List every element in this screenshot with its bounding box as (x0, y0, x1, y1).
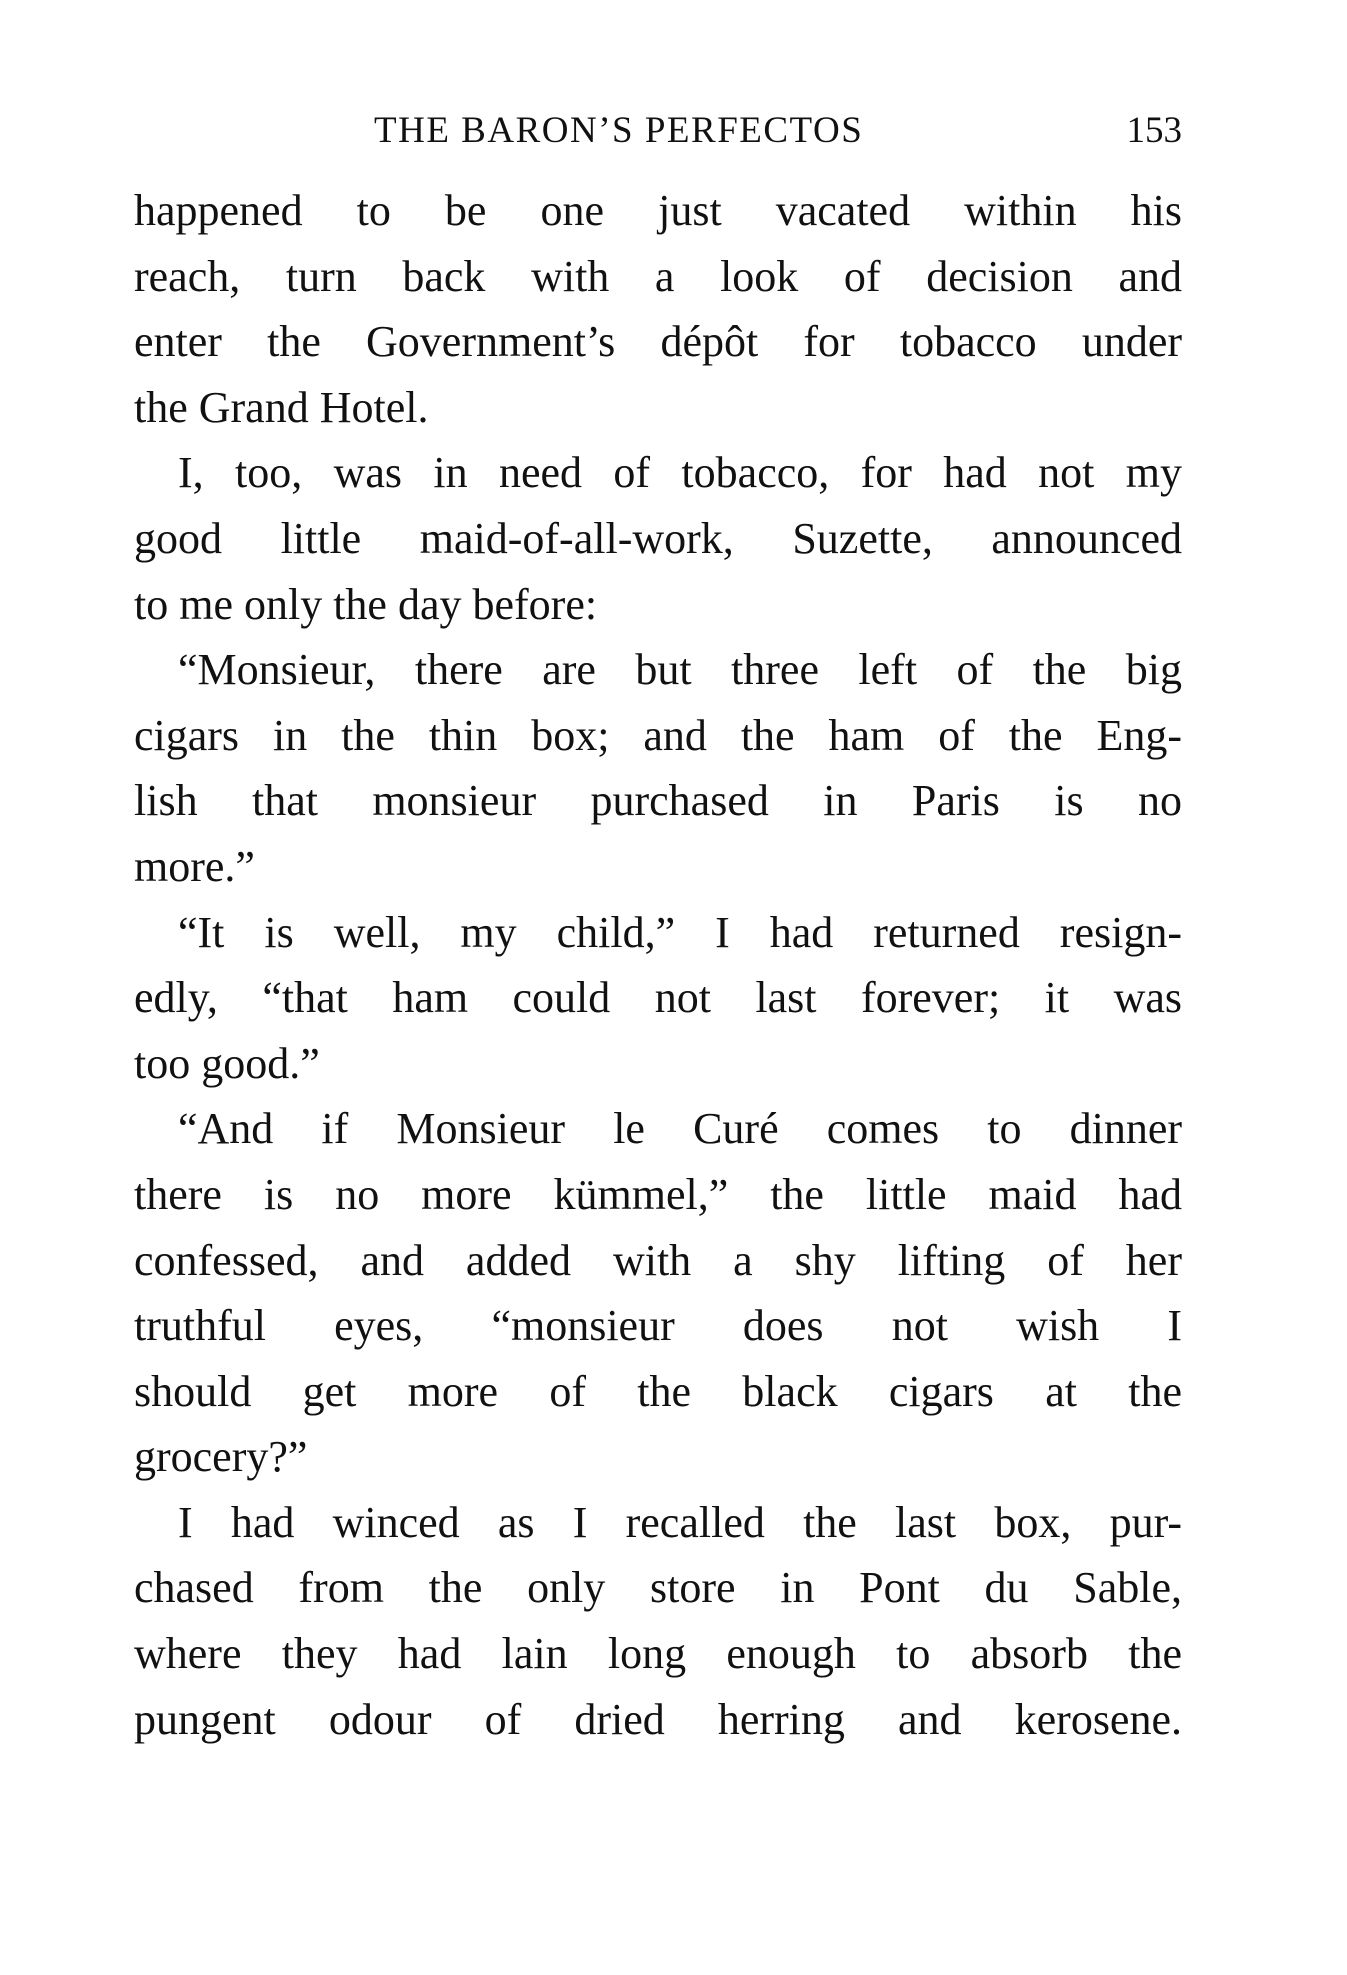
text-line: too good.” (134, 1038, 320, 1088)
text-line: truthful eyes, “monsieur does not wish I (134, 1301, 1182, 1351)
body-text (134, 178, 1182, 1752)
text-line: “It is well, my child,” I had returned resign- (178, 907, 1182, 957)
text-line: grocery?” (134, 1432, 308, 1482)
running-head-title: THE BARON’S PERFECTOS (374, 110, 864, 151)
text-line: edly, “that ham could not last forever; it was (134, 973, 1182, 1023)
text-line: more.” (134, 841, 255, 891)
text-line: chased from the only store in Pont du Sable, (134, 1563, 1182, 1613)
text-line: reach, turn back with a look of decision and (134, 251, 1182, 301)
text-line: to me only the day before: (134, 579, 598, 629)
text-line: “Monsieur, there are but three left of the big (178, 645, 1182, 695)
text-line: cigars in the thin box; and the ham of the Eng- (134, 710, 1182, 760)
text-line: should get more of the black cigars at the (134, 1366, 1182, 1416)
text-line: “And if Monsieur le Curé comes to dinner (178, 1104, 1182, 1154)
text-line: confessed, and added with a shy lifting of her (134, 1235, 1182, 1285)
text-line: good little maid-of-all-work, Suzette, announced (134, 513, 1182, 563)
text-line: I, too, was in need of tobacco, for had not my (178, 448, 1182, 498)
text-line: where they had lain long enough to absorb the (134, 1629, 1182, 1679)
running-head (134, 106, 1182, 156)
text-line: happened to be one just vacated within his (134, 186, 1182, 235)
text-line: the Grand Hotel. (134, 382, 429, 432)
text-line: pungent odour of dried herring and kerosene. (134, 1694, 1182, 1744)
text-line: there is no more kümmel,” the little maid had (134, 1169, 1182, 1219)
page-number: 153 (1126, 110, 1182, 151)
text-line: I had winced as I recalled the last box, pur- (178, 1497, 1182, 1547)
text-line: enter the Government’s dépôt for tobacco under (134, 317, 1182, 367)
text-line: lish that monsieur purchased in Paris is no (134, 776, 1182, 826)
